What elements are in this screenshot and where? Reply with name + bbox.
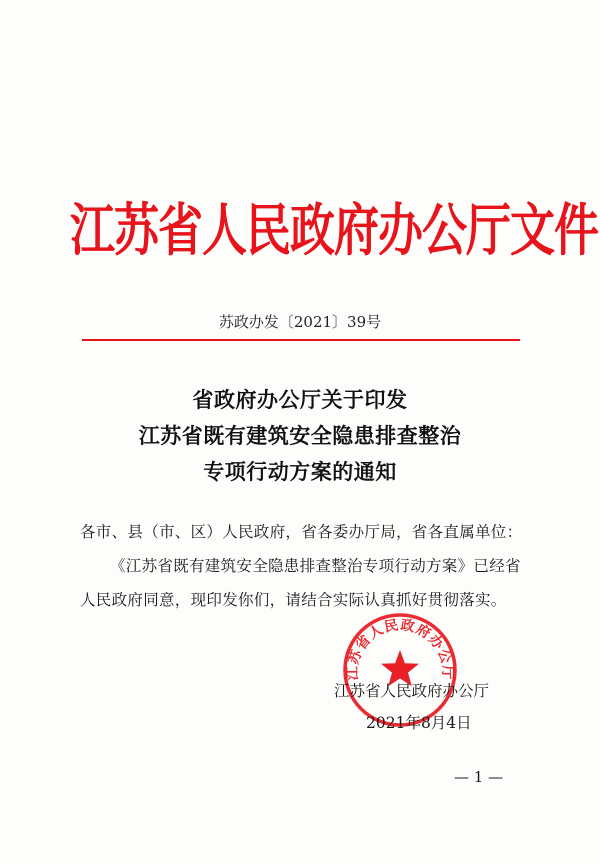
body-paragraph-line-1: 《江苏省既有建筑安全隐患排查整治专项行动方案》已经省 bbox=[110, 557, 521, 575]
addressee-line: 各市、县（市、区）人民政府，省各委办厅局，省各直属单位： bbox=[80, 523, 523, 541]
issuing-office: 江苏省人民政府办公厅 bbox=[334, 682, 490, 700]
notice-title-line-2: 江苏省既有建筑安全隐患排查整治 bbox=[138, 424, 462, 448]
document-header-title: 江苏省人民政府办公厅文件 bbox=[70, 197, 599, 264]
page-number: — 1 — bbox=[454, 768, 504, 786]
seal-text: 江苏省人民政府办公厅 bbox=[344, 617, 456, 681]
notice-title-line-1: 省政府办公厅关于印发 bbox=[192, 388, 408, 412]
document-number: 苏政办发〔2021〕39号 bbox=[218, 313, 382, 331]
notice-title-line-3: 专项行动方案的通知 bbox=[203, 460, 397, 484]
body-paragraph-line-2: 人民政府同意，现印发你们，请结合实际认真抓好贯彻落实。 bbox=[80, 591, 507, 609]
red-divider-line bbox=[82, 339, 520, 341]
issue-date: 2021年8月4日 bbox=[366, 714, 472, 732]
